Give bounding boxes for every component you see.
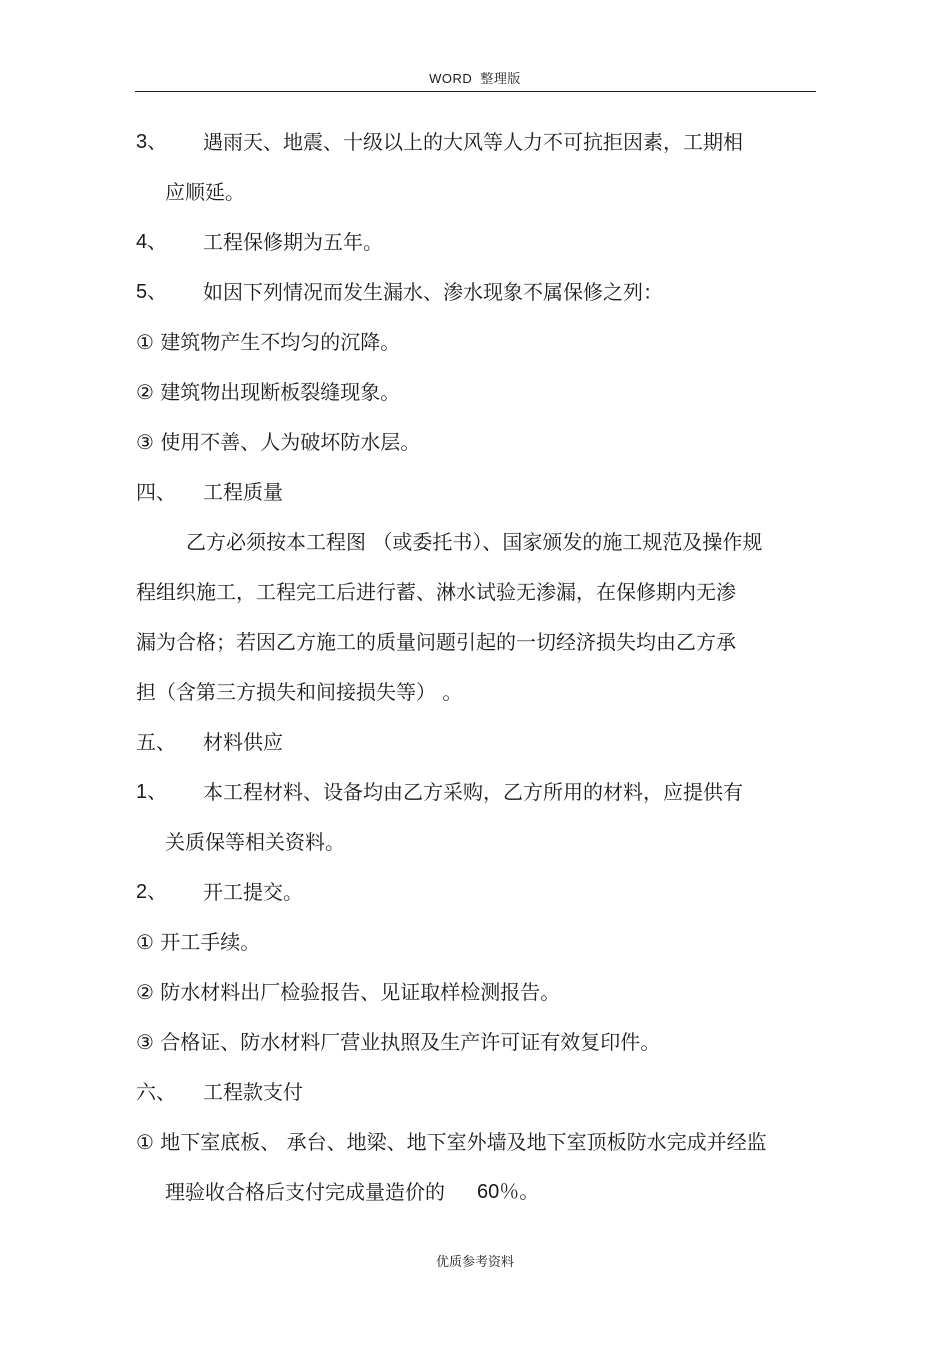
section-4-number: 四、: [136, 480, 176, 504]
item-misuse: ③ 使用不善、人为破坏防水层。: [136, 430, 421, 454]
section-5-title: 材料供应: [203, 730, 283, 754]
item-settlement: ① 建筑物产生不均匀的沉降。: [136, 330, 401, 354]
header-title: 整理版: [480, 71, 521, 86]
page-header: [0, 68, 950, 87]
payment-percentage: 60％。: [477, 1181, 540, 1203]
section-4-title: 工程质量: [203, 480, 283, 504]
clause-3-number: 3、: [136, 131, 168, 153]
clause-3-continuation: 应顺延。: [165, 180, 245, 204]
item-start-procedures: ① 开工手续。: [136, 930, 261, 954]
clause-3-text: 遇雨天、地震、十级以上的大风等人力不可抗拒因素，工期相: [203, 130, 743, 154]
supply-clause-1-number: 1、: [136, 781, 168, 803]
supply-clause-2-number: 2、: [136, 881, 168, 903]
section-5-number: 五、: [136, 730, 176, 754]
clause-5-number: 5、: [136, 281, 168, 303]
page-footer: 优质参考资料: [435, 1255, 514, 1270]
quality-paragraph-line-3: 漏为合格；若因乙方施工的质量问题引起的一切经济损失均由乙方承: [136, 630, 736, 654]
item-cracks: ② 建筑物出现断板裂缝现象。: [136, 380, 401, 404]
supply-clause-1-continuation: 关质保等相关资料。: [165, 830, 345, 854]
supply-clause-1-text: 本工程材料、设备均由乙方采购，乙方所用的材料，应提供有: [203, 780, 743, 804]
item-certificates: ③ 合格证、防水材料厂营业执照及生产许可证有效复印件。: [136, 1030, 661, 1054]
clause-4-number: 4、: [136, 231, 168, 253]
supply-clause-2-text: 开工提交。: [203, 880, 303, 904]
header-word: WORD: [429, 71, 473, 86]
section-6-number: 六、: [136, 1080, 176, 1104]
payment-item-1: ① 地下室底板、 承台、地梁、地下室外墙及地下室顶板防水完成并经监: [136, 1130, 767, 1154]
section-6-title: 工程款支付: [203, 1080, 303, 1104]
item-inspection-reports: ② 防水材料出厂检验报告、见证取样检测报告。: [136, 980, 561, 1004]
clause-4-text: 工程保修期为五年。: [203, 230, 383, 254]
quality-paragraph-line-2: 程组织施工，工程完工后进行蓄、淋水试验无渗漏，在保修期内无渗: [136, 580, 736, 604]
clause-5-text: 如因下列情况而发生漏水、渗水现象不属保修之列：: [203, 280, 663, 304]
header-rule: [135, 91, 816, 92]
quality-paragraph-line-4: 担（含第三方损失和间接损失等） 。: [136, 680, 463, 704]
payment-item-1-text: 理验收合格后支付完成量造价的: [165, 1180, 445, 1204]
quality-paragraph-line-1: 乙方必须按本工程图 （或委托书）、国家颁发的施工规范及操作规: [186, 530, 763, 554]
